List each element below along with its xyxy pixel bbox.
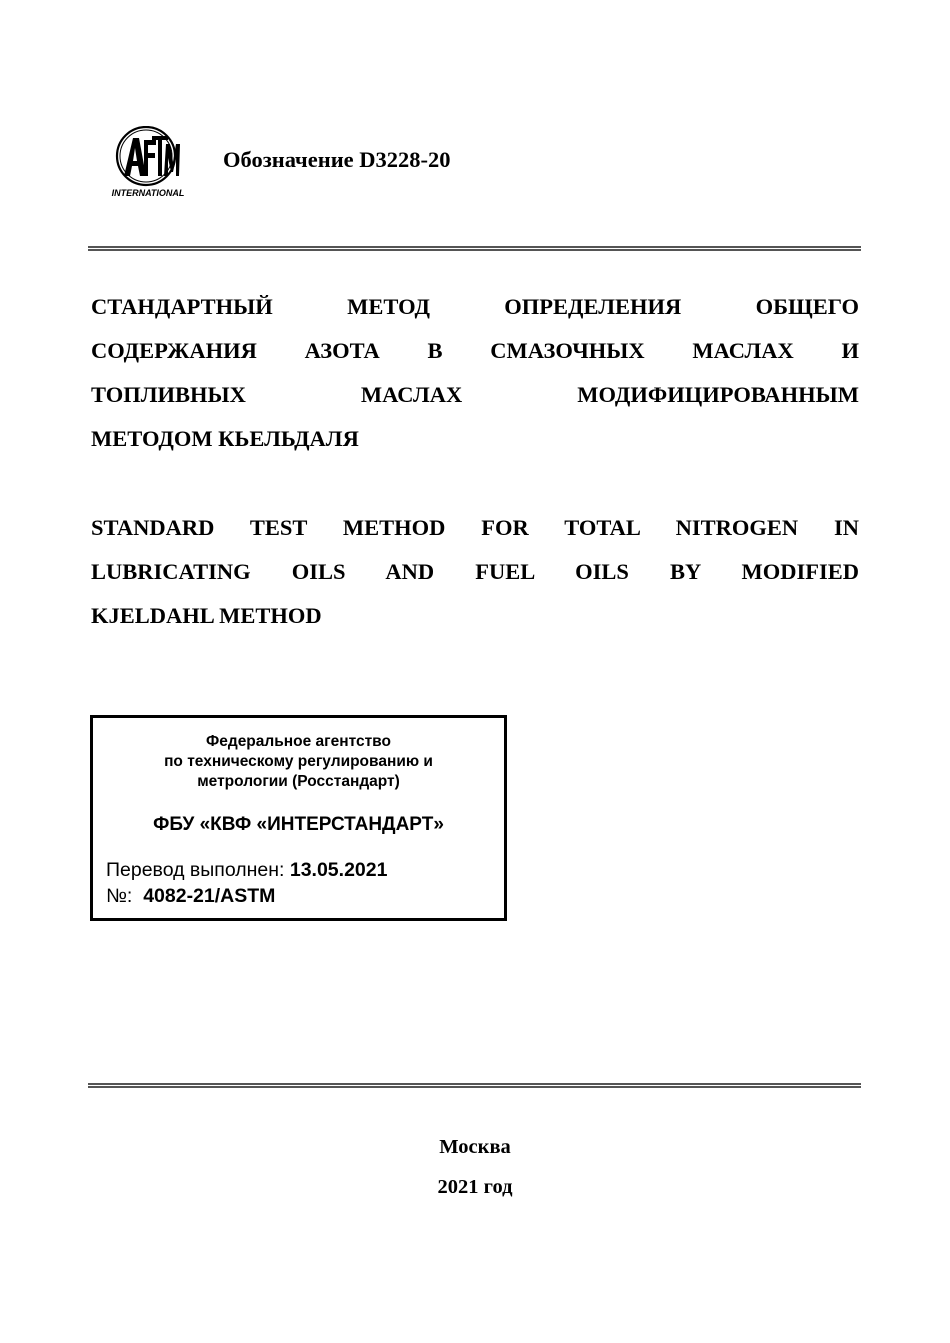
agency-line-3: метрологии (Росстандарт): [197, 773, 400, 790]
logo-wordmark: INTERNATIONAL: [111, 188, 185, 198]
bottom-double-rule: [88, 1083, 861, 1088]
designation-title: Обозначение D3228-20: [223, 147, 451, 172]
title-ru-line-2: СОДЕРЖАНИЯ АЗОТА В СМАЗОЧНЫХ МАСЛАХ И: [91, 338, 859, 363]
number-suffix: /ASTM: [214, 885, 276, 907]
translation-info: [106, 857, 387, 909]
agency-name: [93, 732, 504, 792]
title-english: [91, 506, 859, 638]
title-russian: [91, 285, 859, 461]
title-en-line-3: KJELDAHL METHOD: [91, 603, 322, 628]
agency-line-2: по техническому регулированию и: [164, 753, 433, 770]
organization-name: ФБУ «КВФ «ИНТЕРСТАНДАРТ»: [153, 814, 444, 835]
title-en-line-1: STANDARD TEST METHOD FOR TOTAL NITROGEN IN: [91, 515, 859, 540]
translated-label: Перевод выполнен:: [106, 859, 285, 881]
agency-line-1: Федеральное агентство: [206, 733, 391, 750]
title-ru-line-3: ТОПЛИВНЫХ МАСЛАХ МОДИФИЦИРОВАННЫМ: [91, 382, 859, 407]
publication-city: Москва: [439, 1136, 511, 1158]
title-en-line-2: LUBRICATING OILS AND FUEL OILS BY MODIFIED: [91, 559, 859, 584]
publication-year: 2021 год: [437, 1176, 513, 1198]
number-value: 4082-21: [143, 885, 215, 907]
translation-date-row: [106, 857, 387, 883]
translation-number-row: [106, 883, 387, 909]
translated-date: 13.05.2021: [289, 859, 388, 881]
title-ru-line-1: СТАНДАРТНЫЙ МЕТОД ОПРЕДЕЛЕНИЯ ОБЩЕГО: [91, 294, 859, 319]
title-ru-line-4: МЕТОДОМ КЬЕЛЬДАЛЯ: [91, 426, 359, 451]
number-label: №:: [106, 885, 133, 907]
top-double-rule: [88, 246, 861, 251]
astm-international-logo: [106, 126, 190, 200]
translation-stamp: [90, 715, 507, 921]
